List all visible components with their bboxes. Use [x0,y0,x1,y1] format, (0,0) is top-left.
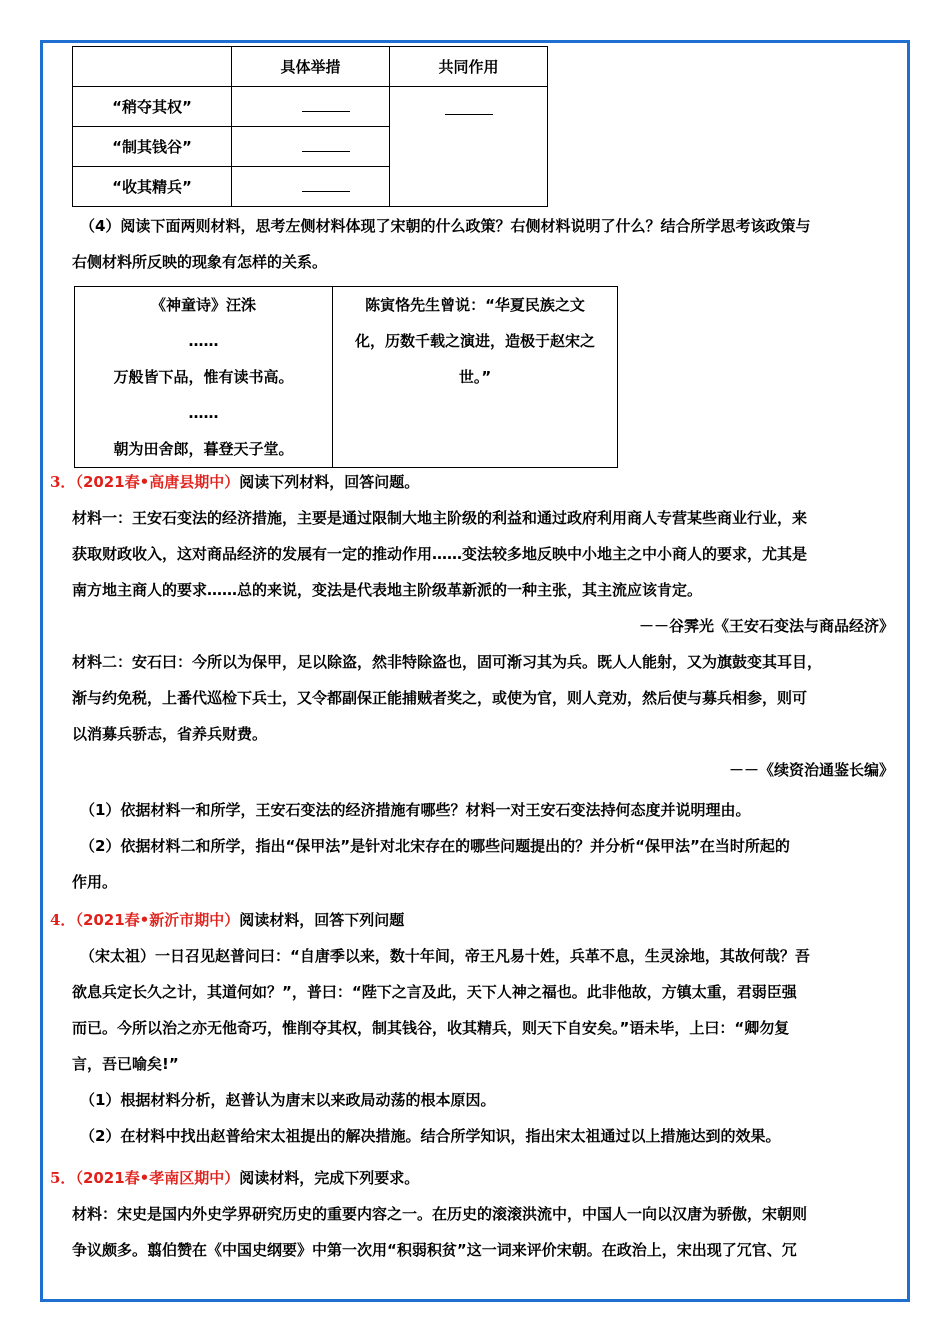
materials-table [74,286,618,468]
measures-table [72,46,548,207]
answer-blank-shared [390,87,548,207]
question-4-sub-1: （1）根据材料分析，赵普认为唐末以来政局动荡的根本原因。 [80,1091,496,1109]
answer-blank [232,167,390,207]
table-row-label: “制其钱谷” [73,127,232,167]
table-header-measures: 具体举措 [232,47,390,87]
citation: －－谷霁光《王安石变法与商品经济》 [638,617,894,635]
question-source: （2021春•孝南区期中） [75,1169,240,1187]
table-row-label: “收其精兵” [73,167,232,207]
subquestion-4: （4）阅读下面两则材料，思考左侧材料体现了宋朝的什么政策？右侧材料说明了什么？结合所学思考该政策与 右侧材料所反映的现象有怎样的关系。 [72,217,811,271]
question-prompt: 阅读材料，回答下列问题 [239,911,405,929]
question-number: 4． [50,911,76,929]
question-3-material-1: 材料一：王安石变法的经济措施，主要是通过限制大地主阶级的利益和通过政府利用商人专营某些商业行业，来 获取财政收入，这对商品经济的发展有一定的推动作用……变法较多地反映中小地主之中小商人的要求，尤其是 南方地主商人的要求……总的来说，变法是代表地主阶级革新派的一种主张，其主流应该肯定。 －－谷霁光《王安石变法与商品经济》 [72,500,902,644]
answer-blank [232,127,390,167]
question-3-sub-1: （1）依据材料一和所学，王安石变法的经济措施有哪些？材料一对王安石变法持何态度并说明理由。 （2）依据材料二和所学，指出“保甲法”是针对北宋存在的哪些问题提出的？并分析“保甲法”在当时所起的 作用。 [72,801,790,891]
quote-cell: 陈寅恪先生曾说：“华夏民族之文 化，历数千载之演进，造极于赵宋之 世。” [333,287,618,468]
question-number: 3． [50,473,76,491]
question-number: 5． [50,1169,76,1187]
question-5-heading [50,1160,902,1196]
question-4-sub-2: （2）在材料中找出赵普给宋太祖提出的解决措施。结合所学知识，指出宋太祖通过以上措施达到的效果。 [80,1127,781,1145]
question-source: （2021春•高唐县期中） [75,473,240,491]
question-4-material: （宋太祖）一日召见赵普问曰：“自唐季以来，数十年间，帝王凡易十姓，兵革不息，生灵涂地，其故何哉？吾 欲息兵定长久之计，其道何如？”，普曰：“陛下之言及此，天下人神之福也。此非他故，方镇太重，君弱臣强 而已。今所以治之亦无他奇巧，惟削夺其权，制其钱谷，收其精兵，则天下自安矣。”语未毕，上曰：“卿勿复 言，吾已喻矣!” （1）根据材料分析，赵普认为唐末以来政局动荡的根本原因。 （2）在材料中找出赵普给宋太祖提出的解决措施。结合所学知识，指出宋太祖通过以上措施达到的效果。 [80,938,902,1154]
citation: －－《续资治通鉴长编》 [728,761,894,779]
question-3-heading [50,464,902,500]
question-prompt: 阅读下列材料，回答问题。 [239,473,420,491]
table-header-empty [73,47,232,87]
question-prompt: 阅读材料，完成下列要求。 [239,1169,420,1187]
question-3-material-2: 材料二：安石曰：今所以为保甲，足以除盗，然非特除盗也，固可渐习其为兵。既人人能射，又为旗鼓变其耳目， 渐与约免税，上番代巡检下兵士，又令都副保正能捕贼者奖之，或使为官，则人竞劝，然后使与募兵相参，则可 以消募兵骄志，省养兵财费。 －－《续资治通鉴长编》 [72,644,902,788]
question-4-heading [50,902,902,938]
question-source: （2021春•新沂市期中） [75,911,240,929]
question-5-material: 材料：宋史是国内外史学界研究历史的重要内容之一。在历史的滚滚洪流中，中国人一向以汉唐为骄傲，宋朝则 争议颇多。翦伯赞在《中国史纲要》中第一次用“积弱积贫”这一词来评价宋朝。在政治上，宋出现了冗官、冗 [72,1205,808,1259]
table-header-effect: 共同作用 [390,47,548,87]
poem-cell: 《神童诗》汪洙 …… 万般皆下品，惟有读书高。 …… 朝为田舍郎，暮登天子堂。 [75,287,333,468]
answer-blank [232,87,390,127]
table-row-label: “稍夺其权” [73,87,232,127]
